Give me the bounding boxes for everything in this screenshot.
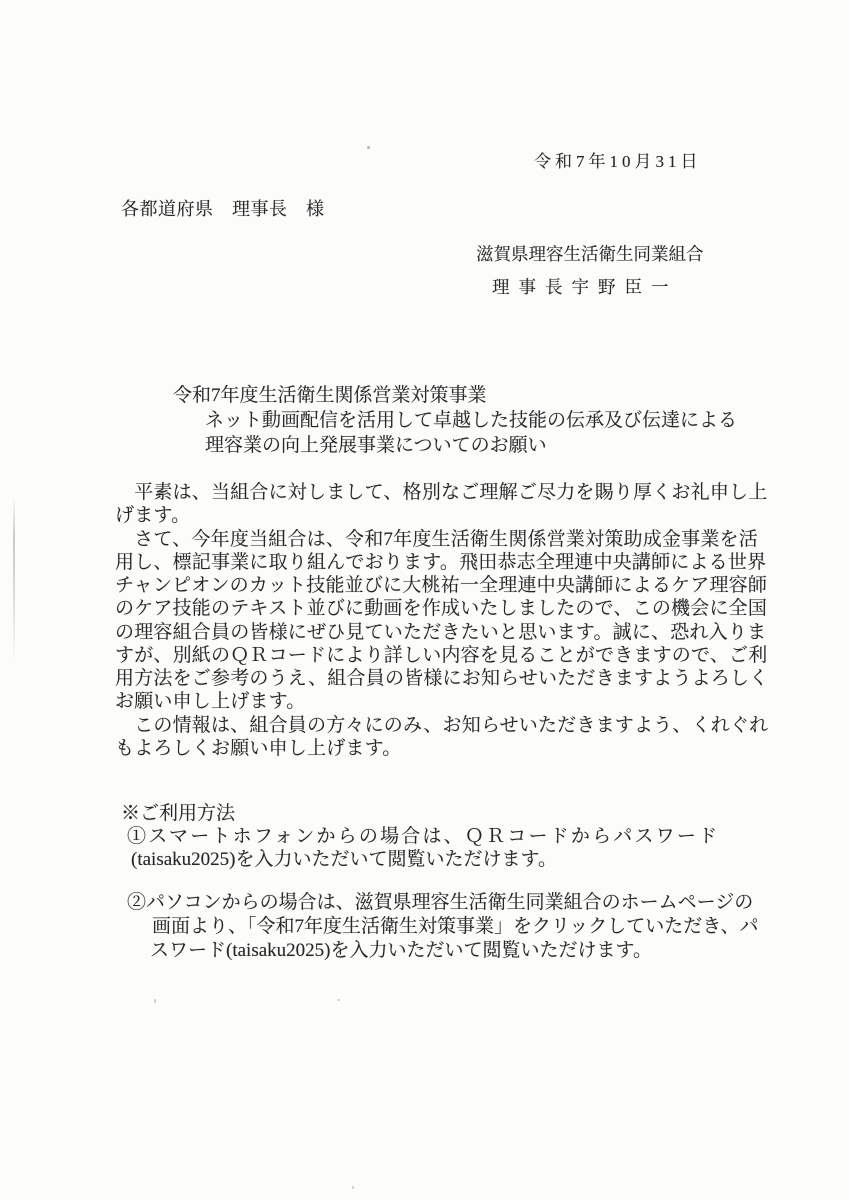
subject-line-3: 理容業の向上発展事業についてのお願い (205, 435, 547, 456)
usage-item-2-line-1: ②パソコンからの場合は、滋賀県理容生活衛生同業組合のホームページの (127, 892, 754, 913)
sender-organization: 滋賀県理容生活衛生同業組合 (476, 244, 704, 264)
sender-name: 理事長宇野臣一 (492, 277, 678, 297)
usage-item-2-line-2: 画面より、「令和7年度生活衛生対策事業」をクリックしていただき、パ (152, 916, 759, 937)
body-line: すが、別紙のＱＲコードにより詳しい内容を見ることができますので、ご利 (115, 644, 768, 666)
usage-item-1-line-1: ①スマートホフォンからの場合は、ＱＲコードからパスワード (127, 826, 720, 847)
scan-artifact-vertical-line (13, 497, 15, 663)
letter-date: 令和7年10月31日 (534, 152, 702, 171)
scan-speck (367, 146, 370, 149)
letter-body (115, 481, 769, 760)
body-line: お願い申し上げます。 (115, 691, 306, 713)
scan-speck (352, 1186, 354, 1189)
body-line: げます。 (115, 505, 191, 527)
addressee-line: 各都道府県 理事長 様 (121, 199, 325, 219)
subject-line-1: 令和7年度生活衛生関係営業対策事業 (173, 385, 487, 406)
body-line: の理容組合員の皆様にぜひ見ていただきたいと思います。誠に、恐れ入りま (115, 621, 767, 643)
scan-speck (154, 999, 156, 1003)
usage-item-2-line-3: スワード(taisaku2025)を入力いただいて閲覧いただけます。 (150, 940, 652, 961)
body-line: この情報は、組合員の方々にのみ、お知らせいただきますよう、くれぐれ (115, 714, 769, 736)
body-line: もよろしくお願い申し上げます。 (115, 737, 402, 759)
body-line: 平素は、当組合に対しまして、格別なご理解ご尽力を賜り厚くお礼申し上 (115, 482, 768, 503)
usage-heading: ※ご利用方法 (121, 803, 236, 824)
body-line: さて、今年度当組合は、令和7年度生活衛生関係営業対策助成金事業を活 (115, 528, 758, 550)
body-line: 用方法をご参考のうえ、組合員の皆様にお知らせいただきますようよろしく (115, 668, 769, 689)
scan-speck (337, 999, 340, 1001)
body-line: 用し、標記事業に取り組んでおります。飛田恭志全理連中央講師による世界 (115, 551, 767, 573)
body-line: のケア技能のテキスト並びに動画を作成いたしましたので、この機会に全国 (115, 598, 768, 620)
body-line: チャンピオンのカット技能並びに大桃祐一全理連中央講師によるケア理容師 (115, 575, 768, 596)
usage-item-1-line-2: (taisaku2025)を入力いただいて閲覧いただけます。 (131, 849, 557, 870)
subject-line-2: ネット動画配信を活用して卓越した技能の伝承及び伝達による (205, 410, 738, 431)
